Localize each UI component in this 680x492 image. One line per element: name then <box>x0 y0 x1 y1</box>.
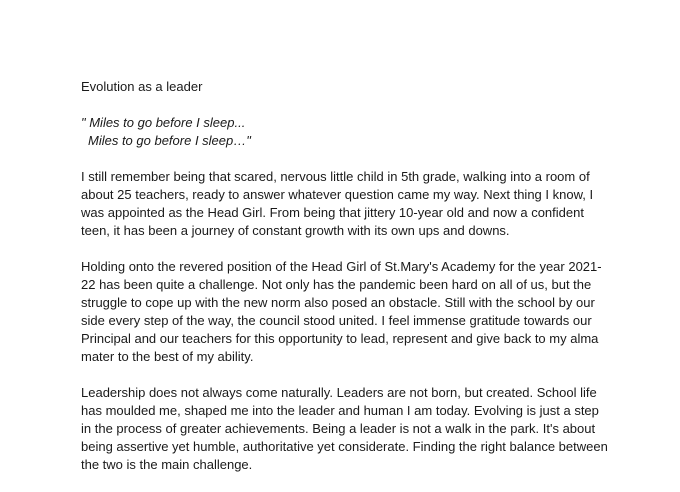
quote-line-1: " Miles to go before I sleep... <box>81 115 246 130</box>
quote-line-2: Miles to go before I sleep…" <box>88 133 251 148</box>
opening-quote <box>81 114 611 150</box>
paragraph-1: I still remember being that scared, nervous little child in 5th grade, walking into a room of about 25 teachers, ready to answer whatever question came my way. Next thing I know, I was appointed as the Head Girl. From being that jittery 10-year old and now a confident teen, it has been a journey of constant growth with its own ups and downs. <box>81 169 594 238</box>
document-title: Evolution as a leader <box>81 79 203 94</box>
document-body <box>81 78 611 492</box>
paragraph-3: Leadership does not always come naturally. Leaders are not born, but created. School life has moulded me, shaped me into the leader and human I am today. Evolving is just a step in the process of greater achievements. Being a leader is not a walk in the park. It's about being assertive yet humble, authoritative yet considerate. Finding the right balance between the two is the main challenge. <box>81 385 608 472</box>
paragraph-2: Holding onto the revered position of the Head Girl of St.Mary's Academy for the year 2021-22 has been quite a challenge. Not only has the pandemic been hard on all of us, but the struggle to cope up with the new norm also posed an obstacle. Still with the school by our side every step of the way, the council stood united. I feel immense gratitude towards our Principal and our teachers for this opportunity to lead, represent and give back to my alma mater to the best of my ability. <box>81 259 602 364</box>
